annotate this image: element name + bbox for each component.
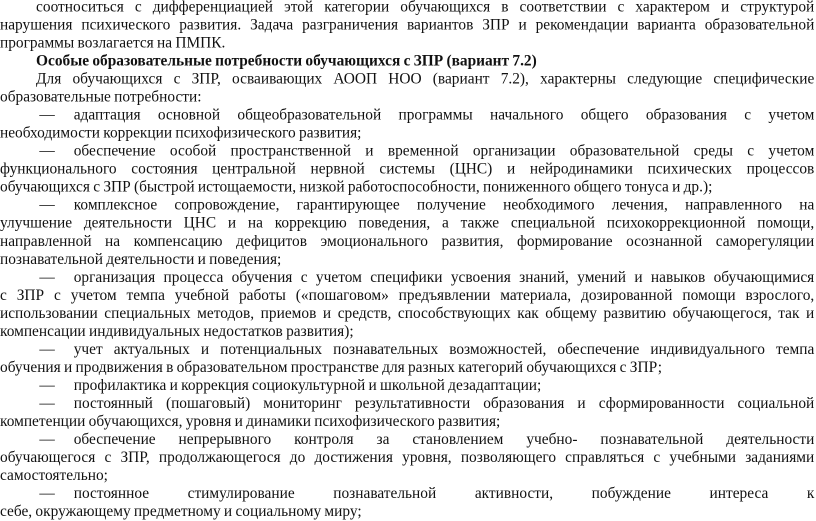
list-dash: — [39,430,55,449]
list-item-text: учет актуальных и потенциальных познавательных возможностей, обеспечение индивидуального темпа [73,340,815,358]
text-line: соотноситься с дифференциацией этой категории обучающихся в соответствии с характером и структурой [36,0,815,16]
list-dash: — [39,340,55,358]
text-line: использовании специальных методов, приемов и средств, способствующих как общему развитию обучающегося, так и [0,304,815,322]
text-line: с ЗПР с учетом темпа учебной работы («пошаговом» предъявлении материала, дозированной помощи взрослого, [0,286,815,304]
list-item-text: комплексное сопровождение, гарантирующее получение необходимого лечения, направленного на [73,196,815,214]
text-line: обучающегося с ЗПР, продолжающегося до достижения уровня, позволяющего справляться с учебными заданиями [0,448,815,467]
list-item-text: организация процесса обучения с учетом специфики усвоения знаний, умений и навыков обучающимися [73,268,815,286]
list-item-text: постоянное стимулирование познавательной активности, побуждение интереса к [73,484,815,503]
text-line: необходимости коррекции психофизического развития; [0,124,362,142]
list-dash: — [39,196,55,214]
text-line: компетенции обучающихся, уровня и динамики психофизического развития; [0,412,501,431]
text-line: направленной на компенсацию дефицитов эмоционального развития, формирование осознанной саморегуляции [0,232,815,250]
text-line: нарушения психического развития. Задача разграничения вариантов ЗПР и рекомендации варианта образовательной [0,16,815,34]
list-item-text: профилактика и коррекция социокультурной и школьной дезадаптации; [73,376,542,395]
list-dash: — [39,484,55,503]
list-dash: — [39,268,55,286]
list-item-text: обеспечение особой пространственной и временной организации образовательной среды с учетом [73,142,815,160]
list-dash: — [39,106,55,124]
list-item-text: обеспечение непрерывного контроля за становлением учебно- познавательной деятельности [73,430,815,449]
text-line: Для обучающихся с ЗПР, осваивающих АООП НОО (вариант 7.2), характерны следующие специфические [36,70,815,88]
list-item-text: постоянный (пошаговый) мониторинг результативности образования и сформированности социальной [73,394,815,413]
list-dash: — [39,142,55,160]
text-line: себе, окружающему предметному и социальному миру; [0,502,362,521]
section-heading: Особые образовательные потребности обучающихся с ЗПР (вариант 7.2) [36,52,537,70]
list-dash: — [39,394,55,413]
text-line: функционального состояния центральной нервной системы (ЦНС) и нейродинамики психических процессов [0,160,815,178]
text-line: познавательной деятельности и поведения; [0,250,282,268]
text-line: обучения и продвижения в образовательном пространстве для разных категорий обучающихся с ЗПР; [0,358,662,377]
text-line: обучающихся с ЗПР (быстрой истощаемости, низкой работоспособности, пониженного общего тонуса и др.); [0,178,713,196]
text-line: самостоятельно; [0,466,108,485]
text-line: образовательные потребности: [0,88,202,106]
text-line: компенсации индивидуальных недостатков развития); [0,322,354,340]
text-line: программы возлагается на ПМПК. [0,34,226,52]
list-item-text: адаптация основной общеобразовательной программы начального общего образования с учетом [73,106,815,124]
text-line: улучшение деятельности ЦНС и на коррекцию поведения, а также специальной психокоррекционной помощи, [0,214,815,232]
list-dash: — [39,376,55,395]
